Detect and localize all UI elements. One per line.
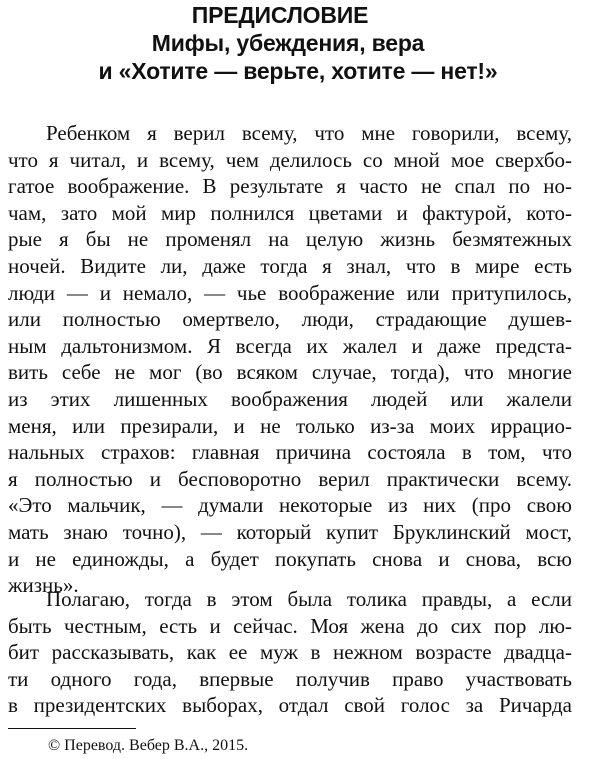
text-line: вить себе не мог (во всяком случае, тогда), что многие [8,360,572,385]
text-line: меня, или презирали, и не только из-за моих иррацио- [8,413,572,438]
text-line: жизнь». [8,573,79,598]
text-line: ным дальтонизмом. Я всегда их жалел и даже предста- [8,333,572,358]
chapter-subtitle-line-2: и «Хотите — верьте, хотите — нет!» [98,58,498,84]
text-line: я полностью и бесповоротно верил практически всему. [8,466,572,491]
text-line: ночей. Видите ли, даже тогда я знал, что в мире есть [8,253,572,278]
text-line: или полностью омертвело, люди, страдающие душев- [8,307,572,332]
text-line: нальных страхов: главная причина состояла в том, что [8,440,572,465]
text-line: люди — и немало, — чье воображение или притупилось, [8,280,572,305]
text-line: «Это мальчик, — думали некоторые из них (про свою [8,493,572,518]
text-line: и не единожды, а будет покупать снова и снова, всю [8,546,572,571]
text-line: рые я бы не променял на целую жизнь безмятежных [8,227,572,252]
footnote-divider [8,728,136,729]
text-line: бит рассказывать, как ее муж в нежном возрасте двадца- [8,640,572,665]
copyright-footnote: © Перевод. Вебер В.А., 2015. [48,737,249,754]
text-line: чам, зато мой мир полнился цветами и фактурой, кото- [8,200,572,225]
paragraph-2 [8,586,572,719]
paragraph-1 [8,120,572,599]
text-line: что я читал, и всему, чем делилось со мной мое сверхбо- [8,147,572,172]
text-line: ти одного года, впервые получив право участвовать [8,666,572,691]
text-line: гатое воображение. В результате я часто не спал по но- [8,174,572,199]
text-line: в президентских выборах, отдал свой голос за Ричарда [8,693,572,718]
text-line: Полагаю, тогда в этом была толика правды, а если [46,587,572,611]
text-line: из этих лишенных воображения людей или жалели [8,386,572,411]
text-line: мать знаю точно), — который купит Бруклинский мост, [8,519,572,544]
text-line: Ребенком я верил всему, что мне говорили, всему, [46,121,572,145]
text-line: быть честным, есть и сейчас. Моя жена до сих пор лю- [8,613,572,638]
chapter-title: ПРЕДИСЛОВИЕ [191,2,369,28]
chapter-subtitle-line-1: Мифы, убеждения, вера [151,30,425,56]
